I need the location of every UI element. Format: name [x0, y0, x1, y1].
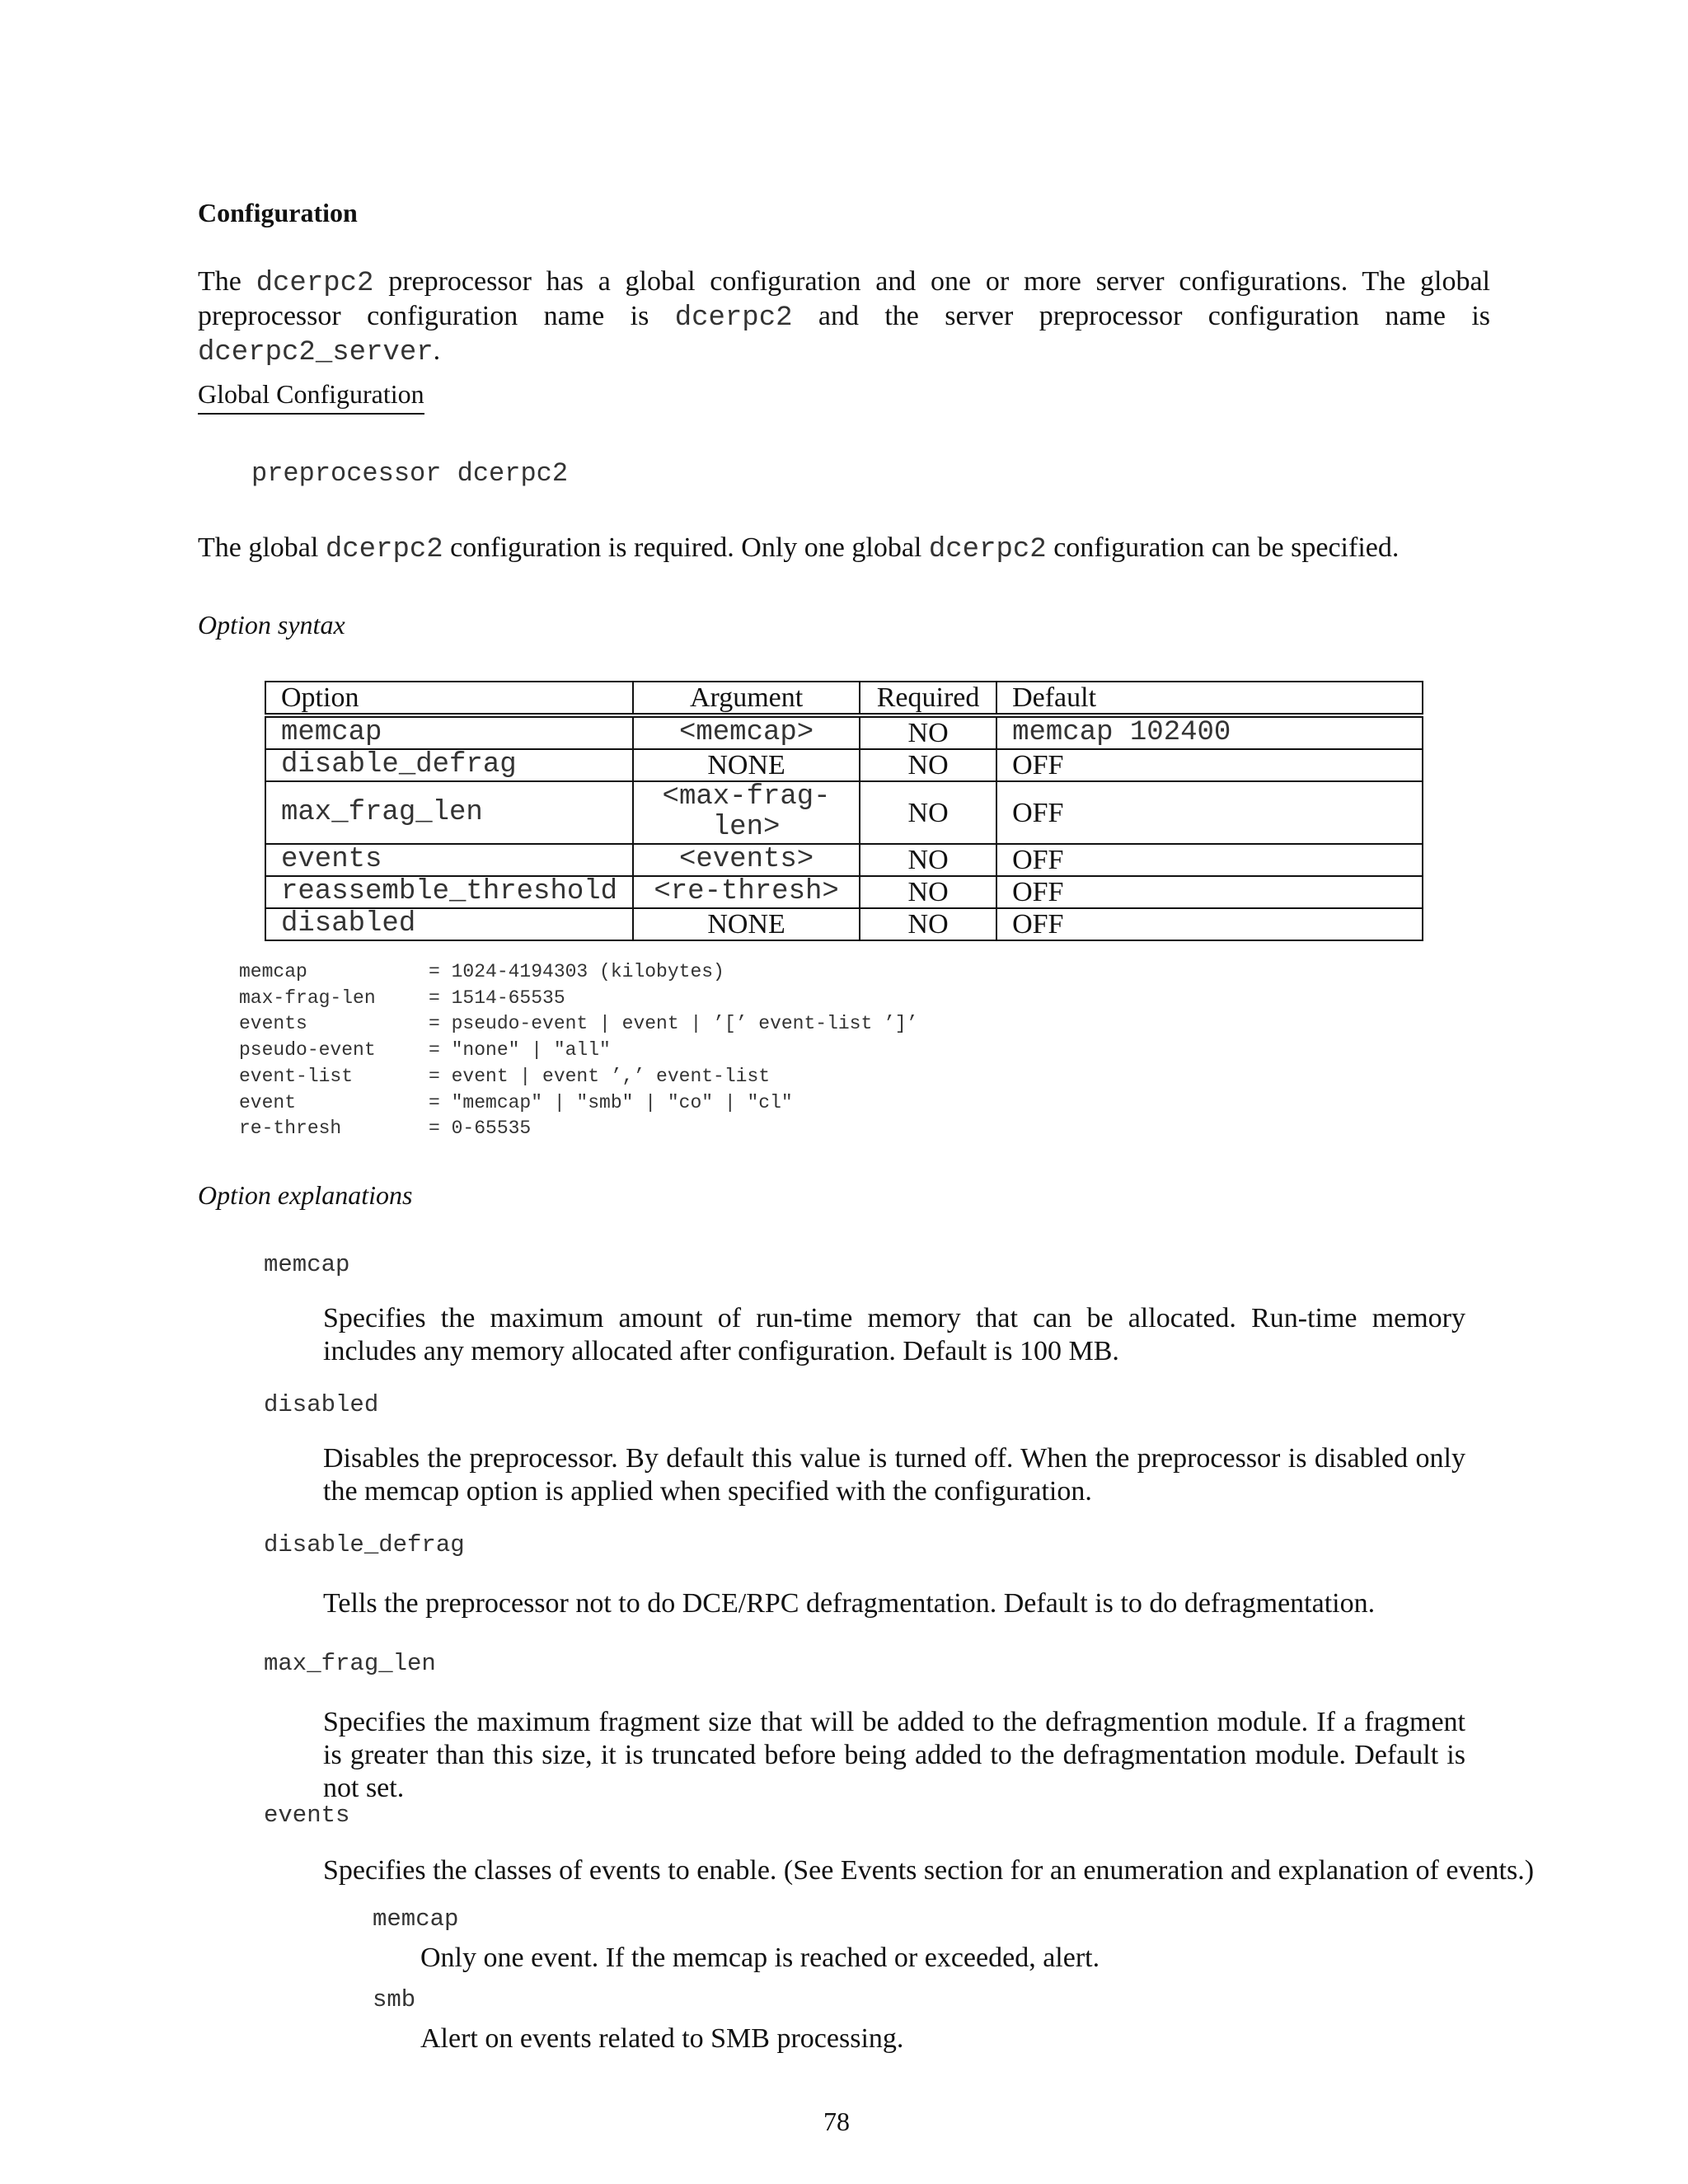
event-class-desc-memcap: Only one event. If the memcap is reached or exceeded, alert. — [420, 1943, 1100, 1973]
grammar-name: events — [239, 1013, 307, 1035]
global-req-code-1: dcerpc2 — [325, 534, 443, 565]
grammar-name: pseudo-event — [239, 1039, 376, 1062]
cell-argument: <re-thresh> — [633, 876, 860, 908]
grammar-row — [239, 1038, 918, 1064]
event-class-term-smb: smb — [373, 1986, 416, 2013]
cell-required: NO — [860, 749, 996, 781]
grammar-definition: = 0-65535 — [429, 1118, 532, 1140]
grammar-definition: = event | event ’,’ event-list — [429, 1065, 771, 1087]
option-explanations-heading: Option explanations — [198, 1180, 413, 1210]
table-row — [265, 844, 1423, 876]
header-argument: Argument — [633, 682, 860, 715]
table-row — [265, 781, 1423, 844]
cell-option: reassemble_threshold — [265, 876, 633, 908]
explanation-term-memcap: memcap — [264, 1251, 350, 1278]
cell-argument: <events> — [633, 844, 860, 876]
global-configuration-heading: Global Configuration — [198, 379, 424, 415]
global-req-code-2: dcerpc2 — [928, 534, 1047, 565]
cell-default: memcap 102400 — [996, 715, 1423, 749]
cell-default: OFF — [996, 844, 1423, 876]
grammar-name: event — [239, 1091, 297, 1113]
global-code-line: preprocessor dcerpc2 — [251, 458, 569, 489]
grammar-name: memcap — [239, 961, 307, 982]
grammar-definition: = "none" | "all" — [429, 1039, 611, 1062]
cell-required: NO — [860, 876, 996, 908]
cell-required: NO — [860, 908, 996, 940]
option-syntax-table — [265, 681, 1423, 941]
global-req-text-2: configuration is required. Only one global — [443, 532, 929, 563]
header-required: Required — [860, 682, 996, 715]
grammar-row — [239, 986, 918, 1012]
grammar-row — [239, 1090, 918, 1117]
explanation-term-max-frag-len: max_frag_len — [264, 1650, 436, 1677]
cell-argument: NONE — [633, 908, 860, 940]
intro-text-2: preprocessor has a global configuration and one or more server configurations. The global preprocessor configuration name is — [198, 266, 1490, 331]
global-req-text-3: configuration can be specified. — [1046, 532, 1400, 563]
event-class-term-memcap: memcap — [373, 1905, 459, 1933]
grammar-name: event-list — [239, 1065, 354, 1087]
table-row — [265, 876, 1423, 908]
table-row — [265, 715, 1423, 749]
global-req-text-1: The global — [198, 532, 326, 563]
intro-text-1: The — [198, 266, 256, 297]
grammar-definition: = 1514-65535 — [429, 987, 565, 1009]
intro-code-2: dcerpc2 — [674, 302, 793, 334]
explanation-term-disabled: disabled — [264, 1391, 379, 1418]
cell-argument: NONE — [633, 749, 860, 781]
table-header-row — [265, 682, 1423, 715]
cell-option: events — [265, 844, 633, 876]
explanation-desc-max-frag-len: Specifies the maximum fragment size that will be added to the defragmention module. If a fragment is greater than this size, it is truncated before being added to the defragmentation module. Default is not set. — [323, 1707, 1465, 1803]
table-row — [265, 749, 1423, 781]
cell-option: max_frag_len — [265, 781, 633, 844]
explanation-term-disable-defrag: disable_defrag — [264, 1531, 465, 1558]
intro-paragraph — [198, 265, 1490, 369]
cell-argument: <memcap> — [633, 715, 860, 749]
grammar-row — [239, 1011, 918, 1038]
explanation-desc-events: Specifies the classes of events to enable. (See Events section for an enumeration and explanation of events.) — [323, 1855, 1535, 1886]
cell-default: OFF — [996, 908, 1423, 940]
table-row — [265, 908, 1423, 940]
intro-code-3: dcerpc2_server — [198, 337, 434, 368]
grammar-name: re-thresh — [239, 1118, 342, 1140]
cell-option: memcap — [265, 715, 633, 749]
page-number: 78 — [823, 2107, 850, 2136]
cell-option: disable_defrag — [265, 749, 633, 781]
option-grammar-block — [239, 959, 918, 1142]
grammar-definition: = pseudo-event | event | ’[’ event-list ’]’ — [429, 1013, 918, 1035]
grammar-row — [239, 959, 918, 986]
cell-option: disabled — [265, 908, 633, 940]
header-default: Default — [996, 682, 1423, 715]
option-syntax-heading: Option syntax — [198, 610, 345, 640]
grammar-row — [239, 1064, 918, 1090]
global-required-paragraph — [198, 532, 1399, 566]
cell-required: NO — [860, 781, 996, 844]
intro-text-3: and the server preprocessor configuration name is — [792, 301, 1490, 331]
explanation-desc-disable-defrag: Tells the preprocessor not to do DCE/RPC defragmentation. Default is to do defragmentation. — [323, 1588, 1376, 1619]
header-option: Option — [265, 682, 633, 715]
grammar-definition: = "memcap" | "smb" | "co" | "cl" — [429, 1091, 793, 1113]
grammar-name: max-frag-len — [239, 987, 376, 1009]
cell-required: NO — [860, 844, 996, 876]
intro-text-4: . — [433, 335, 441, 366]
section-heading: Configuration — [198, 198, 358, 227]
grammar-definition: = 1024-4194303 (kilobytes) — [429, 961, 724, 982]
explanation-desc-disabled: Disables the preprocessor. By default this value is turned off. When the preprocessor is disabled only the memcap option is applied when specified with the configuration. — [323, 1443, 1465, 1507]
intro-code-1: dcerpc2 — [256, 268, 374, 299]
cell-default: OFF — [996, 749, 1423, 781]
grammar-row — [239, 1116, 918, 1142]
cell-required: NO — [860, 715, 996, 749]
cell-default: OFF — [996, 876, 1423, 908]
cell-default: OFF — [996, 781, 1423, 844]
explanation-desc-memcap: Specifies the maximum amount of run-time memory that can be allocated. Run-time memory includes any memory allocated after configuration. Default is 100 MB. — [323, 1303, 1465, 1366]
event-class-desc-smb: Alert on events related to SMB processing. — [420, 2023, 904, 2054]
cell-argument: <max-frag-len> — [633, 781, 860, 844]
explanation-term-events: events — [264, 1802, 350, 1829]
